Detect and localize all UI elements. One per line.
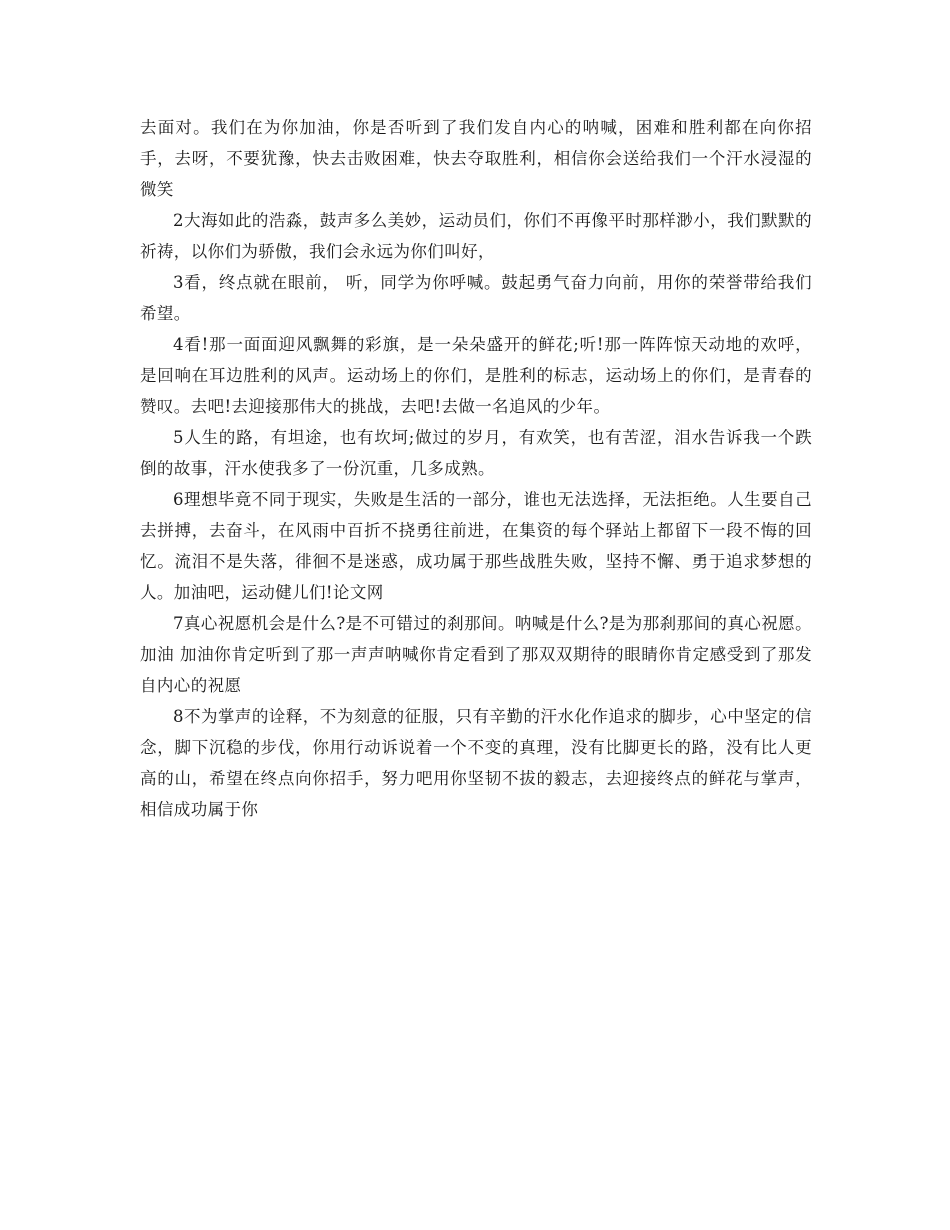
paragraph-6: 6理想毕竟不同于现实，失败是生活的一部分，谁也无法选择，无法拒绝。人生要自己去拼搏，去奋斗，在风雨中百折不挠勇往前进，在集资的每个驿站上都留下一段不悔的回忆。流泪不是失落，徘徊不是迷惑，成功属于那些战胜失败，坚持不懈、勇于追求梦想的人。加油吧，运动健儿们!论文网 [140,490,812,602]
paragraph-continuation: 去面对。我们在为你加油，你是否听到了我们发自内心的呐喊，困难和胜利都在向你招手，去呀，不要犹豫，快去击败困难，快去夺取胜利，相信你会送给我们一个汗水浸湿的微笑 [140,118,812,199]
paragraph-3: 3看，终点就在眼前， 听，同学为你呼喊。鼓起勇气奋力向前，用你的荣誉带给我们希望。 [140,273,812,323]
paragraph-4: 4看!那一面面迎风飘舞的彩旗，是一朵朵盛开的鲜花;听!那一阵阵惊天动地的欢呼，是回响在耳边胜利的风声。运动场上的你们，是胜利的标志，运动场上的你们，是青春的赞叹。去吧!去迎接那伟大的挑战，去吧!去做一名追风的少年。 [140,335,812,416]
document-body [140,112,812,825]
paragraph-7: 7真心祝愿机会是什么?是不可错过的刹那间。呐喊是什么?是为那刹那间的真心祝愿。加油 加油你肯定听到了那一声声呐喊你肯定看到了那双双期待的眼睛你肯定感受到了那发自内心的祝愿 [140,614,812,695]
paragraph-8: 8不为掌声的诠释，不为刻意的征服，只有辛勤的汗水化作追求的脚步，心中坚定的信念，脚下沉稳的步伐，你用行动诉说着一个不变的真理，没有比脚更长的路，没有比人更高的山，希望在终点向你招手，努力吧用你坚韧不拔的毅志，去迎接终点的鲜花与掌声，相信成功属于你 [140,707,812,819]
paragraph-5: 5人生的路，有坦途，也有坎坷;做过的岁月，有欢笑，也有苦涩，泪水告诉我一个跌倒的故事，汗水使我多了一份沉重，几多成熟。 [140,428,812,478]
paragraph-2: 2大海如此的浩淼，鼓声多么美妙，运动员们，你们不再像平时那样渺小，我们默默的祈祷，以你们为骄傲，我们会永远为你们叫好， [140,211,812,261]
